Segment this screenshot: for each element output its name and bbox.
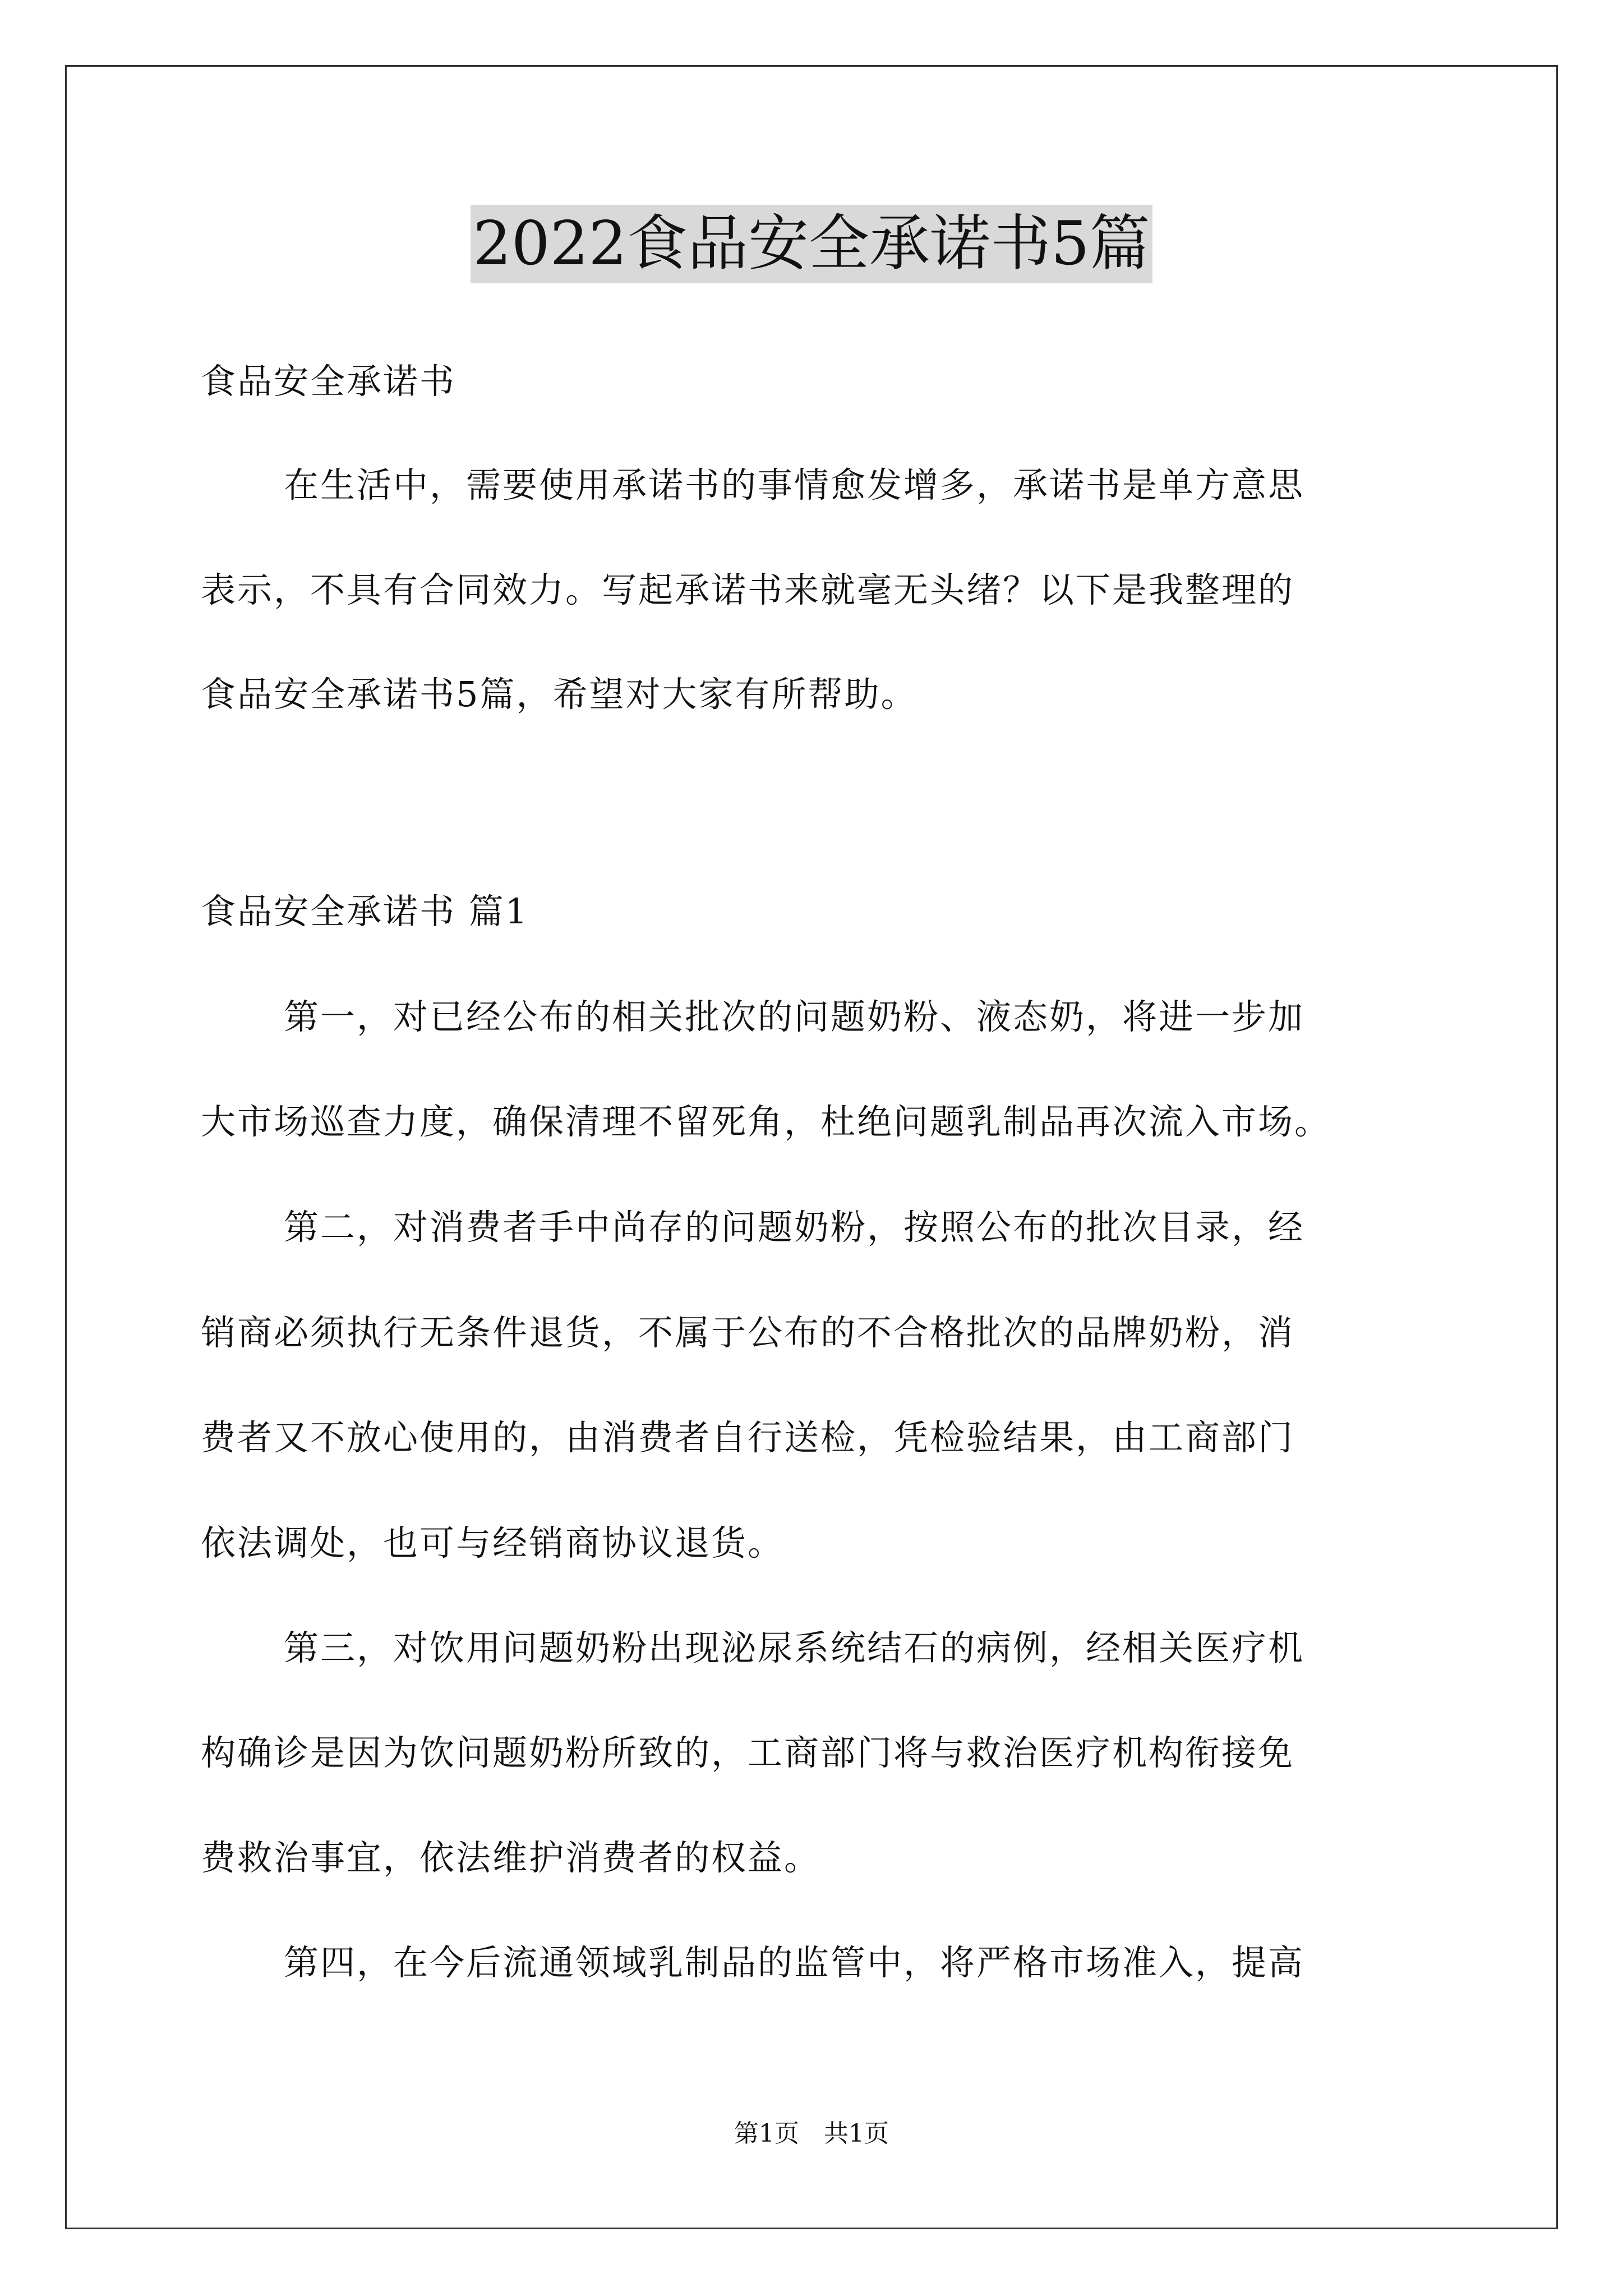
paragraph-line[interactable]: 第二，对消费者手中尚存的问题奶粉，按照公布的批次目录，经 bbox=[284, 1207, 1305, 1248]
paragraph-line[interactable]: 费救治事宜，依法维护消费者的权益。 bbox=[201, 1837, 821, 1878]
document-title[interactable]: 2022食品安全承诺书5篇 bbox=[471, 205, 1152, 283]
subtitle-line[interactable]: 食品安全承诺书 bbox=[201, 361, 457, 402]
paragraph-line[interactable]: 费者又不放心使用的，由消费者自行送检，凭检验结果，由工商部门 bbox=[201, 1417, 1295, 1458]
paragraph-line[interactable]: 在生活中，需要使用承诺书的事情愈发增多，承诺书是单方意思 bbox=[284, 464, 1305, 505]
paragraph-line[interactable]: 构确诊是因为饮问题奶粉所致的，工商部门将与救治医疗机构衔接免 bbox=[201, 1732, 1295, 1773]
paragraph-line[interactable]: 依法调处，也可与经销商协议退货。 bbox=[201, 1522, 785, 1563]
page-number-footer: 第1页 共1页 bbox=[734, 2119, 889, 2148]
title-container bbox=[0, 205, 1623, 283]
paragraph-line[interactable]: 食品安全承诺书5篇，希望对大家有所帮助。 bbox=[201, 674, 917, 715]
paragraph-line[interactable]: 第三，对饮用问题奶粉出现泌尿系统结石的病例，经相关医疗机 bbox=[284, 1627, 1305, 1668]
paragraph-line[interactable]: 表示，不具有合同效力。写起承诺书来就毫无头绪？以下是我整理的 bbox=[201, 569, 1295, 610]
section-heading[interactable]: 食品安全承诺书 篇1 bbox=[201, 891, 529, 932]
paragraph-line[interactable]: 第一，对已经公布的相关批次的问题奶粉、液态奶，将进一步加 bbox=[284, 996, 1305, 1037]
paragraph-line[interactable]: 大市场巡查力度，确保清理不留死角，杜绝问题乳制品再次流入市场。 bbox=[201, 1101, 1331, 1142]
paragraph-line[interactable]: 销商必须执行无条件退货，不属于公布的不合格批次的品牌奶粉，消 bbox=[201, 1312, 1295, 1353]
paragraph-line[interactable]: 第四，在今后流通领域乳制品的监管中，将严格市场准入，提高 bbox=[284, 1942, 1305, 1983]
